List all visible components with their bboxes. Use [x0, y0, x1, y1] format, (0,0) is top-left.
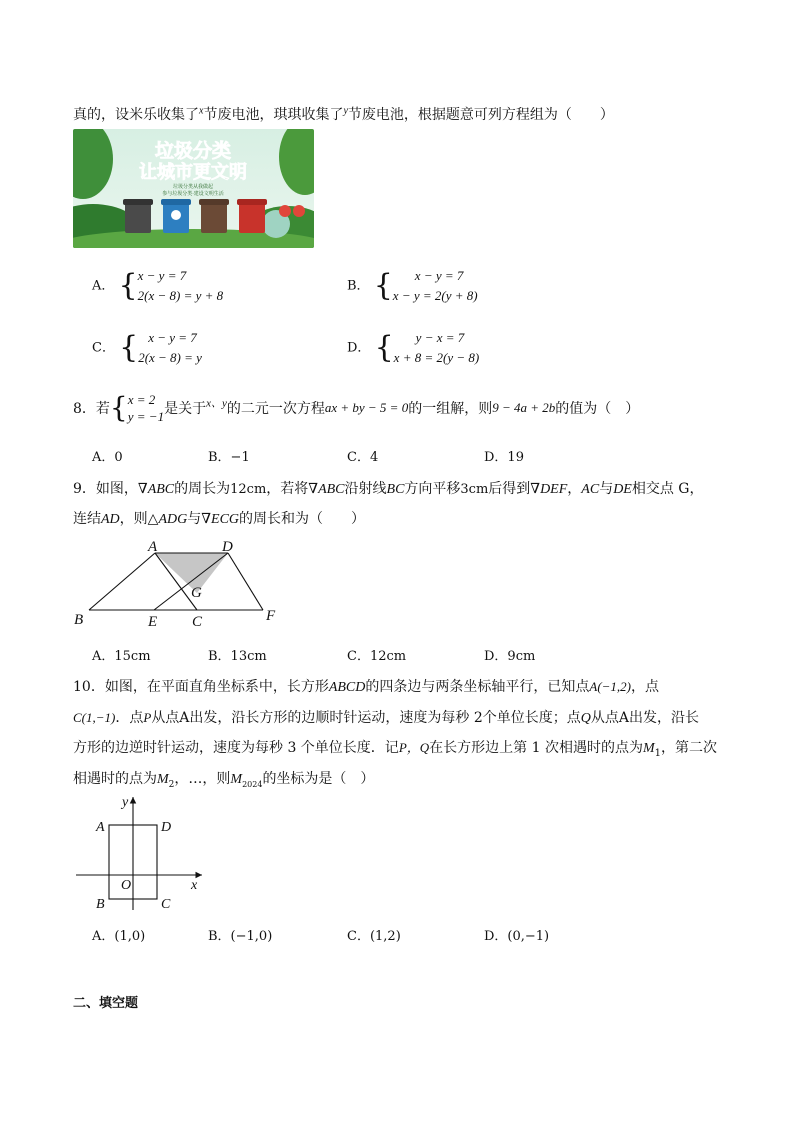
label-e: E [148, 614, 158, 630]
section-fill-in-title: 二、填空题 [73, 996, 139, 1011]
q10-stem-line3: 方形的边逆时针运动，速度为每秒 3 个单位长度．记P，Q在长方形边上第 1 次相遇时的点为$M_1$，第二次 [73, 740, 718, 759]
q9-stem-line2: 连结AD，则△ADG与∇ECG的周长和为（ ） [73, 511, 366, 527]
brace-icon: { [374, 330, 394, 365]
q9-option-a[interactable]: A．15cm [92, 649, 151, 664]
brace-icon: { [119, 330, 139, 365]
q8-option-a[interactable]: A．0 [92, 450, 123, 465]
q7-option-b[interactable]: B． { x − y = 7 x − y = 2(y + 8) [347, 268, 478, 303]
label-b: B [96, 897, 105, 912]
bin-red [237, 199, 267, 233]
q10-option-b[interactable]: B．(−1,0) [208, 929, 273, 944]
q10-stem-line1: 10．如图，在平面直角坐标系中，长方形ABCD的四条边与两条坐标轴平行，已知点A(−1,2)，点 [73, 679, 660, 695]
q10-coordinate-figure [72, 792, 212, 914]
label-y: y [122, 795, 129, 810]
q10-option-d[interactable]: D．(0,−1) [484, 929, 550, 944]
label-d: D [161, 820, 172, 835]
q10-option-c[interactable]: C．(1,2) [347, 929, 401, 944]
banner-title2: 让城市更文明 [139, 162, 247, 183]
brace-icon: { [118, 268, 138, 303]
banner-title1: 垃圾分类 [154, 140, 232, 162]
garbage-sorting-banner [73, 129, 314, 248]
label-a: A [148, 539, 158, 555]
q9-option-b[interactable]: B．13cm [208, 649, 267, 664]
label-d: D [222, 539, 233, 555]
label-c: C [192, 614, 203, 630]
var-y: y [343, 105, 348, 117]
label-a: A [96, 820, 105, 835]
q9-translation-figure [70, 536, 290, 632]
q8-stem: 8．若{ x = 2 y = −1 是关于$^{x、y}$的二元一次方程ax + by − 5 = 0的一组解，则9 − 4a + 2b的值为（ ） [73, 391, 640, 424]
q10-stem-line2: C(1,−1)．点P从点A出发，沿长方形的边顺时针运动，速度为每秒 2个单位长度；点Q从点A出发，沿长 [73, 710, 700, 726]
brace-icon: { [109, 391, 128, 424]
bin-gray [123, 199, 153, 233]
banner-small1: 垃圾分类从我做起 [172, 184, 214, 190]
q7-option-d[interactable]: D． { y − x = 7 x + 8 = 2(y − 8) [347, 330, 480, 365]
var-x: x [199, 105, 204, 117]
bin-blue [161, 199, 191, 233]
label-g: G [191, 585, 202, 601]
q8-option-b[interactable]: B．−1 [208, 450, 250, 465]
q7-stem: 真的，设米乐收集了$^x$节废电池，琪琪收集了$^y$节废电池，根据题意可列方程组为（ ） [73, 105, 614, 123]
banner-small2: 参与垃圾分类·建设文明生活 [162, 191, 224, 197]
q10-option-a[interactable]: A．(1,0) [92, 929, 146, 944]
q10-stem-line4: 相遇时的点为$M_2$，…，则$M_{2024}$的坐标为是（ ） [73, 771, 375, 790]
label-b: B [74, 612, 84, 628]
label-f: F [266, 608, 276, 624]
q7-option-a[interactable]: A． { x − y = 7 2(x − 8) = y + 8 [92, 268, 224, 303]
q9-option-c[interactable]: C．12cm [347, 649, 407, 664]
q8-option-d[interactable]: D．19 [484, 450, 524, 465]
label-x: x [191, 878, 198, 893]
segment-ab [89, 553, 155, 610]
label-o: O [121, 878, 132, 893]
segment-df [228, 553, 263, 610]
q7-option-c[interactable]: C． { x − y = 7 2(x − 8) = y [92, 330, 202, 365]
q9-option-d[interactable]: D．9cm [484, 649, 536, 664]
bin-brown [199, 199, 229, 233]
banner-illustration [73, 129, 314, 248]
q9-stem-line1: 9．如图，∇ABC的周长为12cm，若将∇ABC沿射线BC方向平移3cm后得到∇DEF，AC与DE相交点 G， [73, 481, 704, 497]
brace-icon: { [373, 268, 393, 303]
q8-option-c[interactable]: C．4 [347, 450, 379, 465]
label-c: C [161, 897, 171, 912]
